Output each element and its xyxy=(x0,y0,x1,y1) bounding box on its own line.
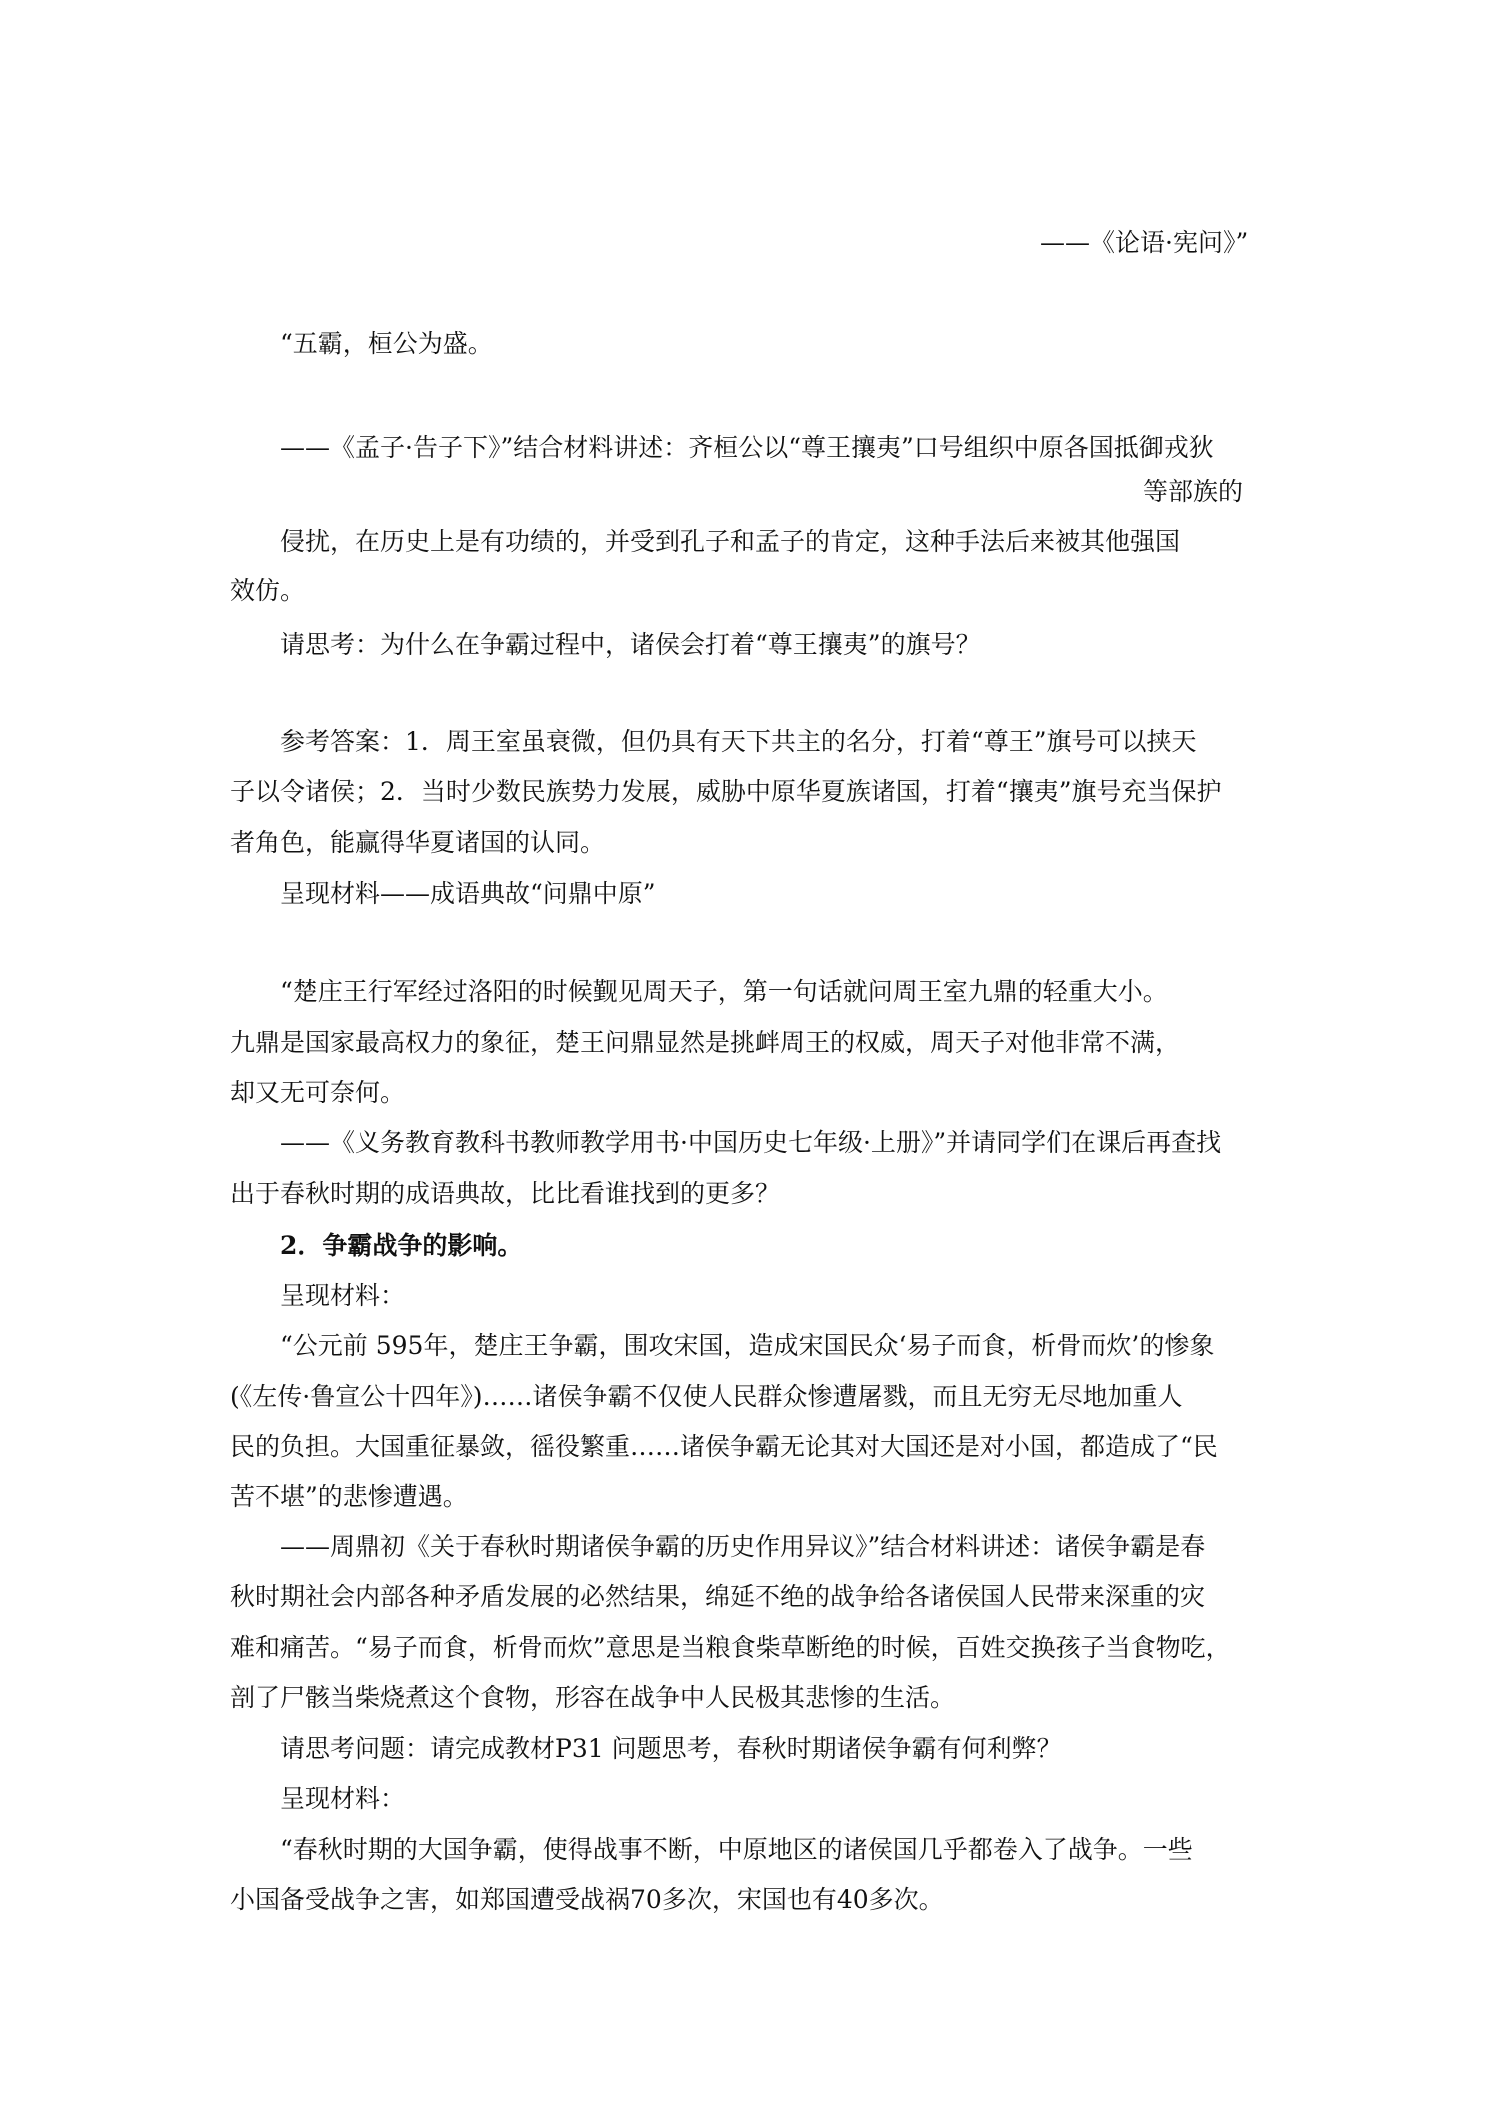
quote-mencius: “五霸，桓公为盛。 xyxy=(280,329,493,358)
answer-text: 参考答案：1．周王室虽衰微，但仍具有天下共主的名分，打着“尊王”旗号可以挟天 xyxy=(280,727,1197,756)
material-heading: 呈现材料——成语典故“问鼎中原” xyxy=(280,879,656,908)
citation-mencius: ——《孟子·告子下》”结合材料讲述：齐桓公以“尊王攘夷”口号组织中原各国抵御戎狄 xyxy=(280,433,1214,462)
citation-lunyu: ——《论语·宪问》” xyxy=(1040,228,1249,257)
material-heading: 呈现材料： xyxy=(280,1784,406,1813)
quote-text: 苦不堪”的悲惨遭遇。 xyxy=(230,1482,468,1511)
quote-text: 却又无可奈何。 xyxy=(230,1078,406,1107)
question-text: 请思考问题：请完成教材P31 问题思考，春秋时期诸侯争霸有何利弊？ xyxy=(280,1734,1062,1763)
body-text: 秋时期社会内部各种矛盾发展的必然结果，绵延不绝的战争给各诸侯国人民带来深重的灾 xyxy=(230,1582,1206,1611)
quote-text: “春秋时期的大国争霸，使得战事不断，中原地区的诸侯国几乎都卷入了战争。一些 xyxy=(280,1835,1193,1864)
answer-text: 子以令诸侯；2．当时少数民族势力发展，威胁中原华夏族诸国，打着“攘夷”旗号充当保护 xyxy=(230,777,1222,806)
quote-text: 民的负担。大国重征暴敛，徭役繁重……诸侯争霸无论其对大国还是对小国，都造成了“民 xyxy=(230,1432,1218,1461)
quote-text: (《左传·鲁宣公十四年》)……诸侯争霸不仅使人民群众惨遭屠戮，而且无穷无尽地加重人 xyxy=(230,1382,1183,1411)
question-text: 请思考：为什么在争霸过程中，诸侯会打着“尊王攘夷”的旗号？ xyxy=(280,630,981,659)
quote-text: 小国备受战争之害，如郑国遭受战祸70多次，宋国也有40多次。 xyxy=(230,1885,944,1914)
body-text: 出于春秋时期的成语典故，比比看谁找到的更多？ xyxy=(230,1179,781,1208)
quote-text: “公元前 595年，楚庄王争霸，围攻宋国，造成宋国民众‘易子而食，析骨而炊’的惨象 xyxy=(280,1331,1215,1360)
section-heading: 2．争霸战争的影响。 xyxy=(280,1231,523,1260)
quote-text: 九鼎是国家最高权力的象征，楚王问鼎显然是挑衅周王的权威，周天子对他非常不满， xyxy=(230,1028,1181,1057)
citation-zhou: ——周鼎初《关于春秋时期诸侯争霸的历史作用异议》”结合材料讲述：诸侯争霸是春 xyxy=(280,1532,1206,1561)
material-heading: 呈现材料： xyxy=(280,1281,406,1310)
body-text: 效仿。 xyxy=(230,576,306,605)
answer-text: 者角色，能赢得华夏诸国的认同。 xyxy=(230,828,606,857)
citation-textbook: ——《义务教育教科书教师教学用书·中国历史七年级·上册》”并请同学们在课后再查找 xyxy=(280,1128,1222,1157)
body-text: 侵扰，在历史上是有功绩的，并受到孔子和孟子的肯定，这种手法后来被其他强国 xyxy=(280,527,1181,556)
body-text: 剖了尸骸当柴烧煮这个食物，形容在战争中人民极其悲惨的生活。 xyxy=(230,1683,956,1712)
body-text: 难和痛苦。“易子而食，析骨而炊”意思是当粮食柴草断绝的时候，百姓交换孩子当食物吃， xyxy=(230,1633,1231,1662)
body-text: 等部族的 xyxy=(1143,477,1244,506)
quote-text: “楚庄王行军经过洛阳的时候觐见周天子，第一句话就问周王室九鼎的轻重大小。 xyxy=(280,977,1168,1006)
